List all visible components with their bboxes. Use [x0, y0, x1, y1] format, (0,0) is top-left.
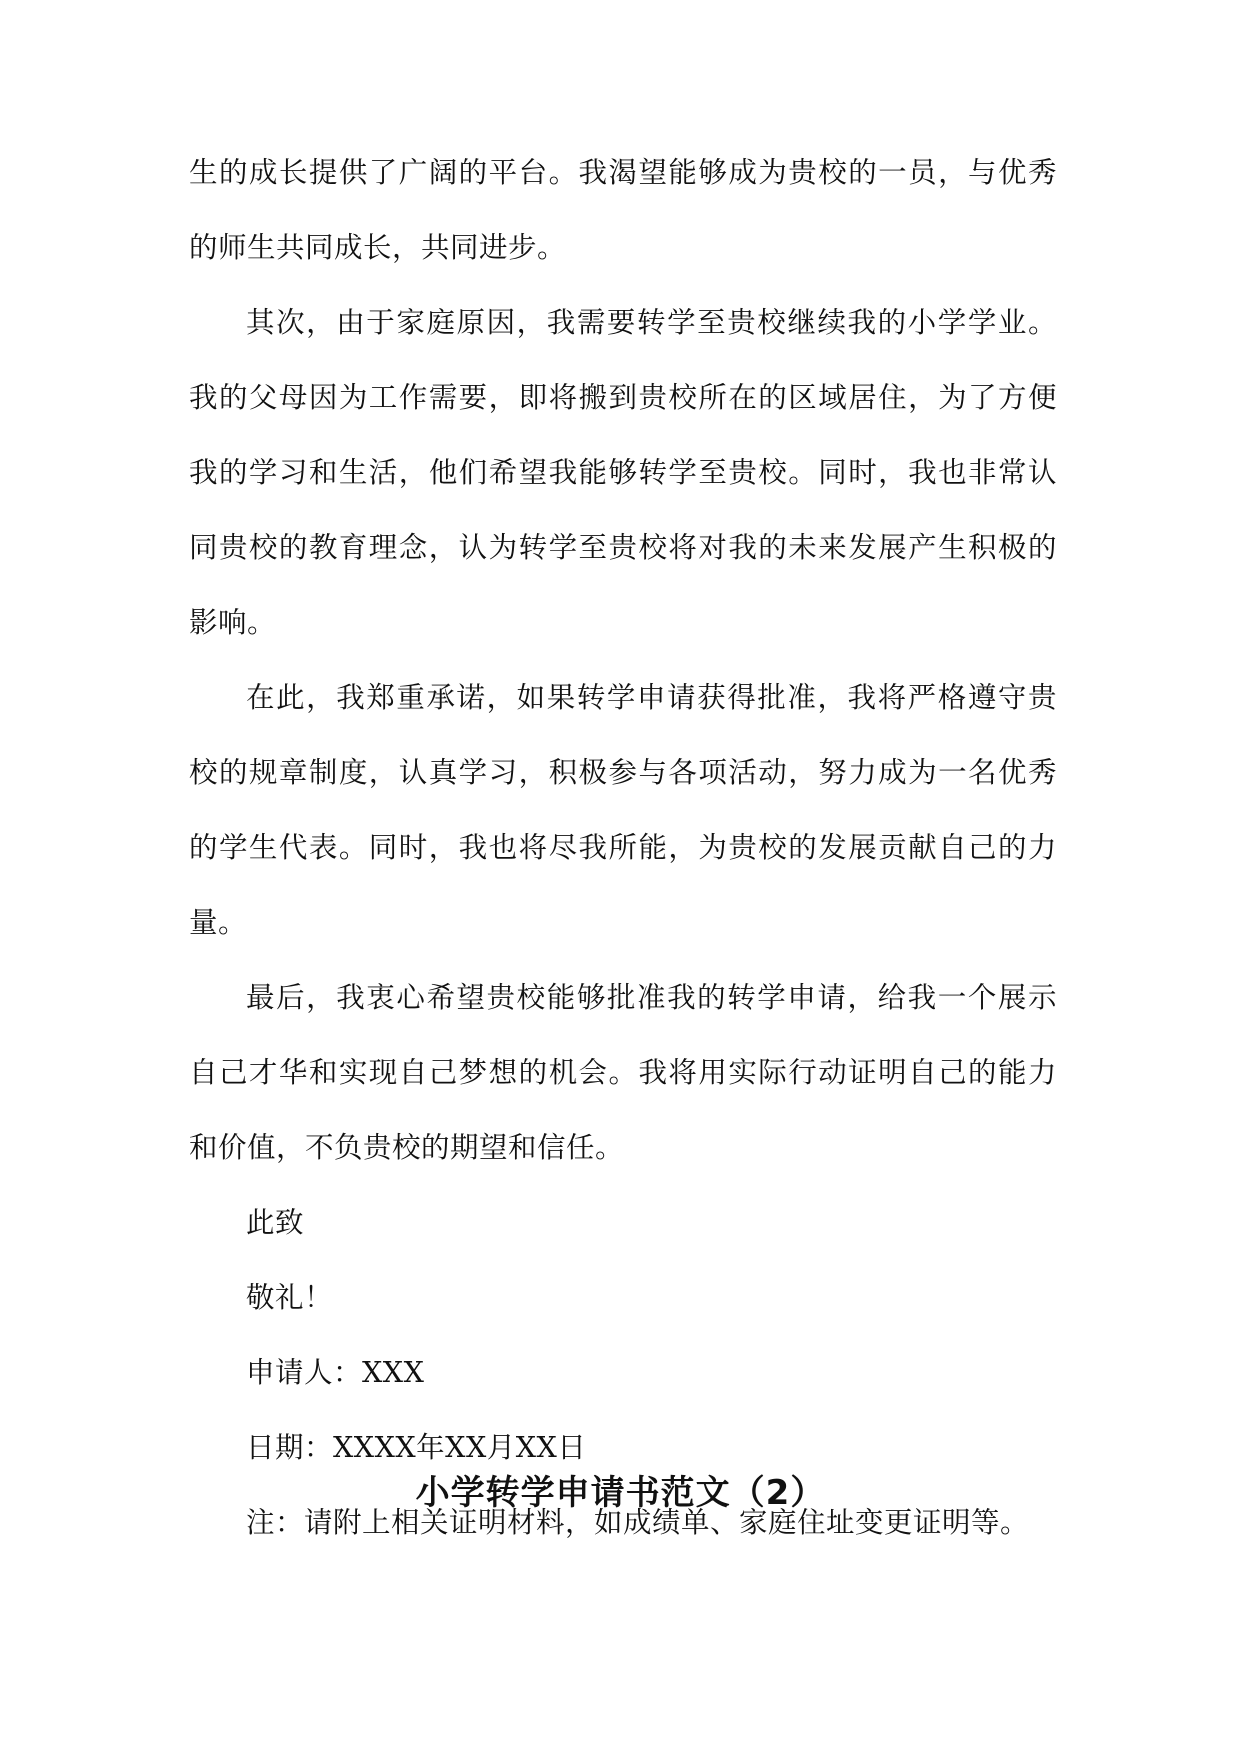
paragraph-continued: 生的成长提供了广阔的平台。我渴望能够成为贵校的一员，与优秀的师生共同成长，共同进步。: [189, 156, 1057, 264]
paragraph-conclusion: 最后，我衷心希望贵校能够批准我的转学申请，给我一个展示自己才华和实现自己梦想的机会。我将用实际行动证明自己的能力和价值，不负贵校的期望和信任。: [189, 981, 1057, 1164]
date-line: 日期：XXXX年XX月XX日: [246, 1431, 587, 1464]
applicant-line: 申请人：XXX: [246, 1356, 425, 1389]
letter-body: [189, 135, 1057, 1560]
section-title: 小学转学申请书范文（2）: [415, 1473, 826, 1513]
attachment-note: 注：请附上相关证明材料，如成绩单、家庭住址变更证明等。: [246, 1506, 1030, 1539]
salutation-jing-li: 敬礼！: [246, 1281, 334, 1314]
paragraph-reason: 其次，由于家庭原因，我需要转学至贵校继续我的小学学业。我的父母因为工作需要，即将搬到贵校所在的区域居住，为了方便我的学习和生活，他们希望我能够转学至贵校。同时，我也非常认同贵校的教育理念，认为转学至贵校将对我的未来发展产生积极的影响。: [189, 306, 1057, 639]
paragraph-promise: 在此，我郑重承诺，如果转学申请获得批准，我将严格遵守贵校的规章制度，认真学习，积极参与各项活动，努力成为一名优秀的学生代表。同时，我也将尽我所能，为贵校的发展贡献自己的力量。: [189, 681, 1057, 939]
salutation-ci-zhi: 此致: [246, 1206, 305, 1239]
